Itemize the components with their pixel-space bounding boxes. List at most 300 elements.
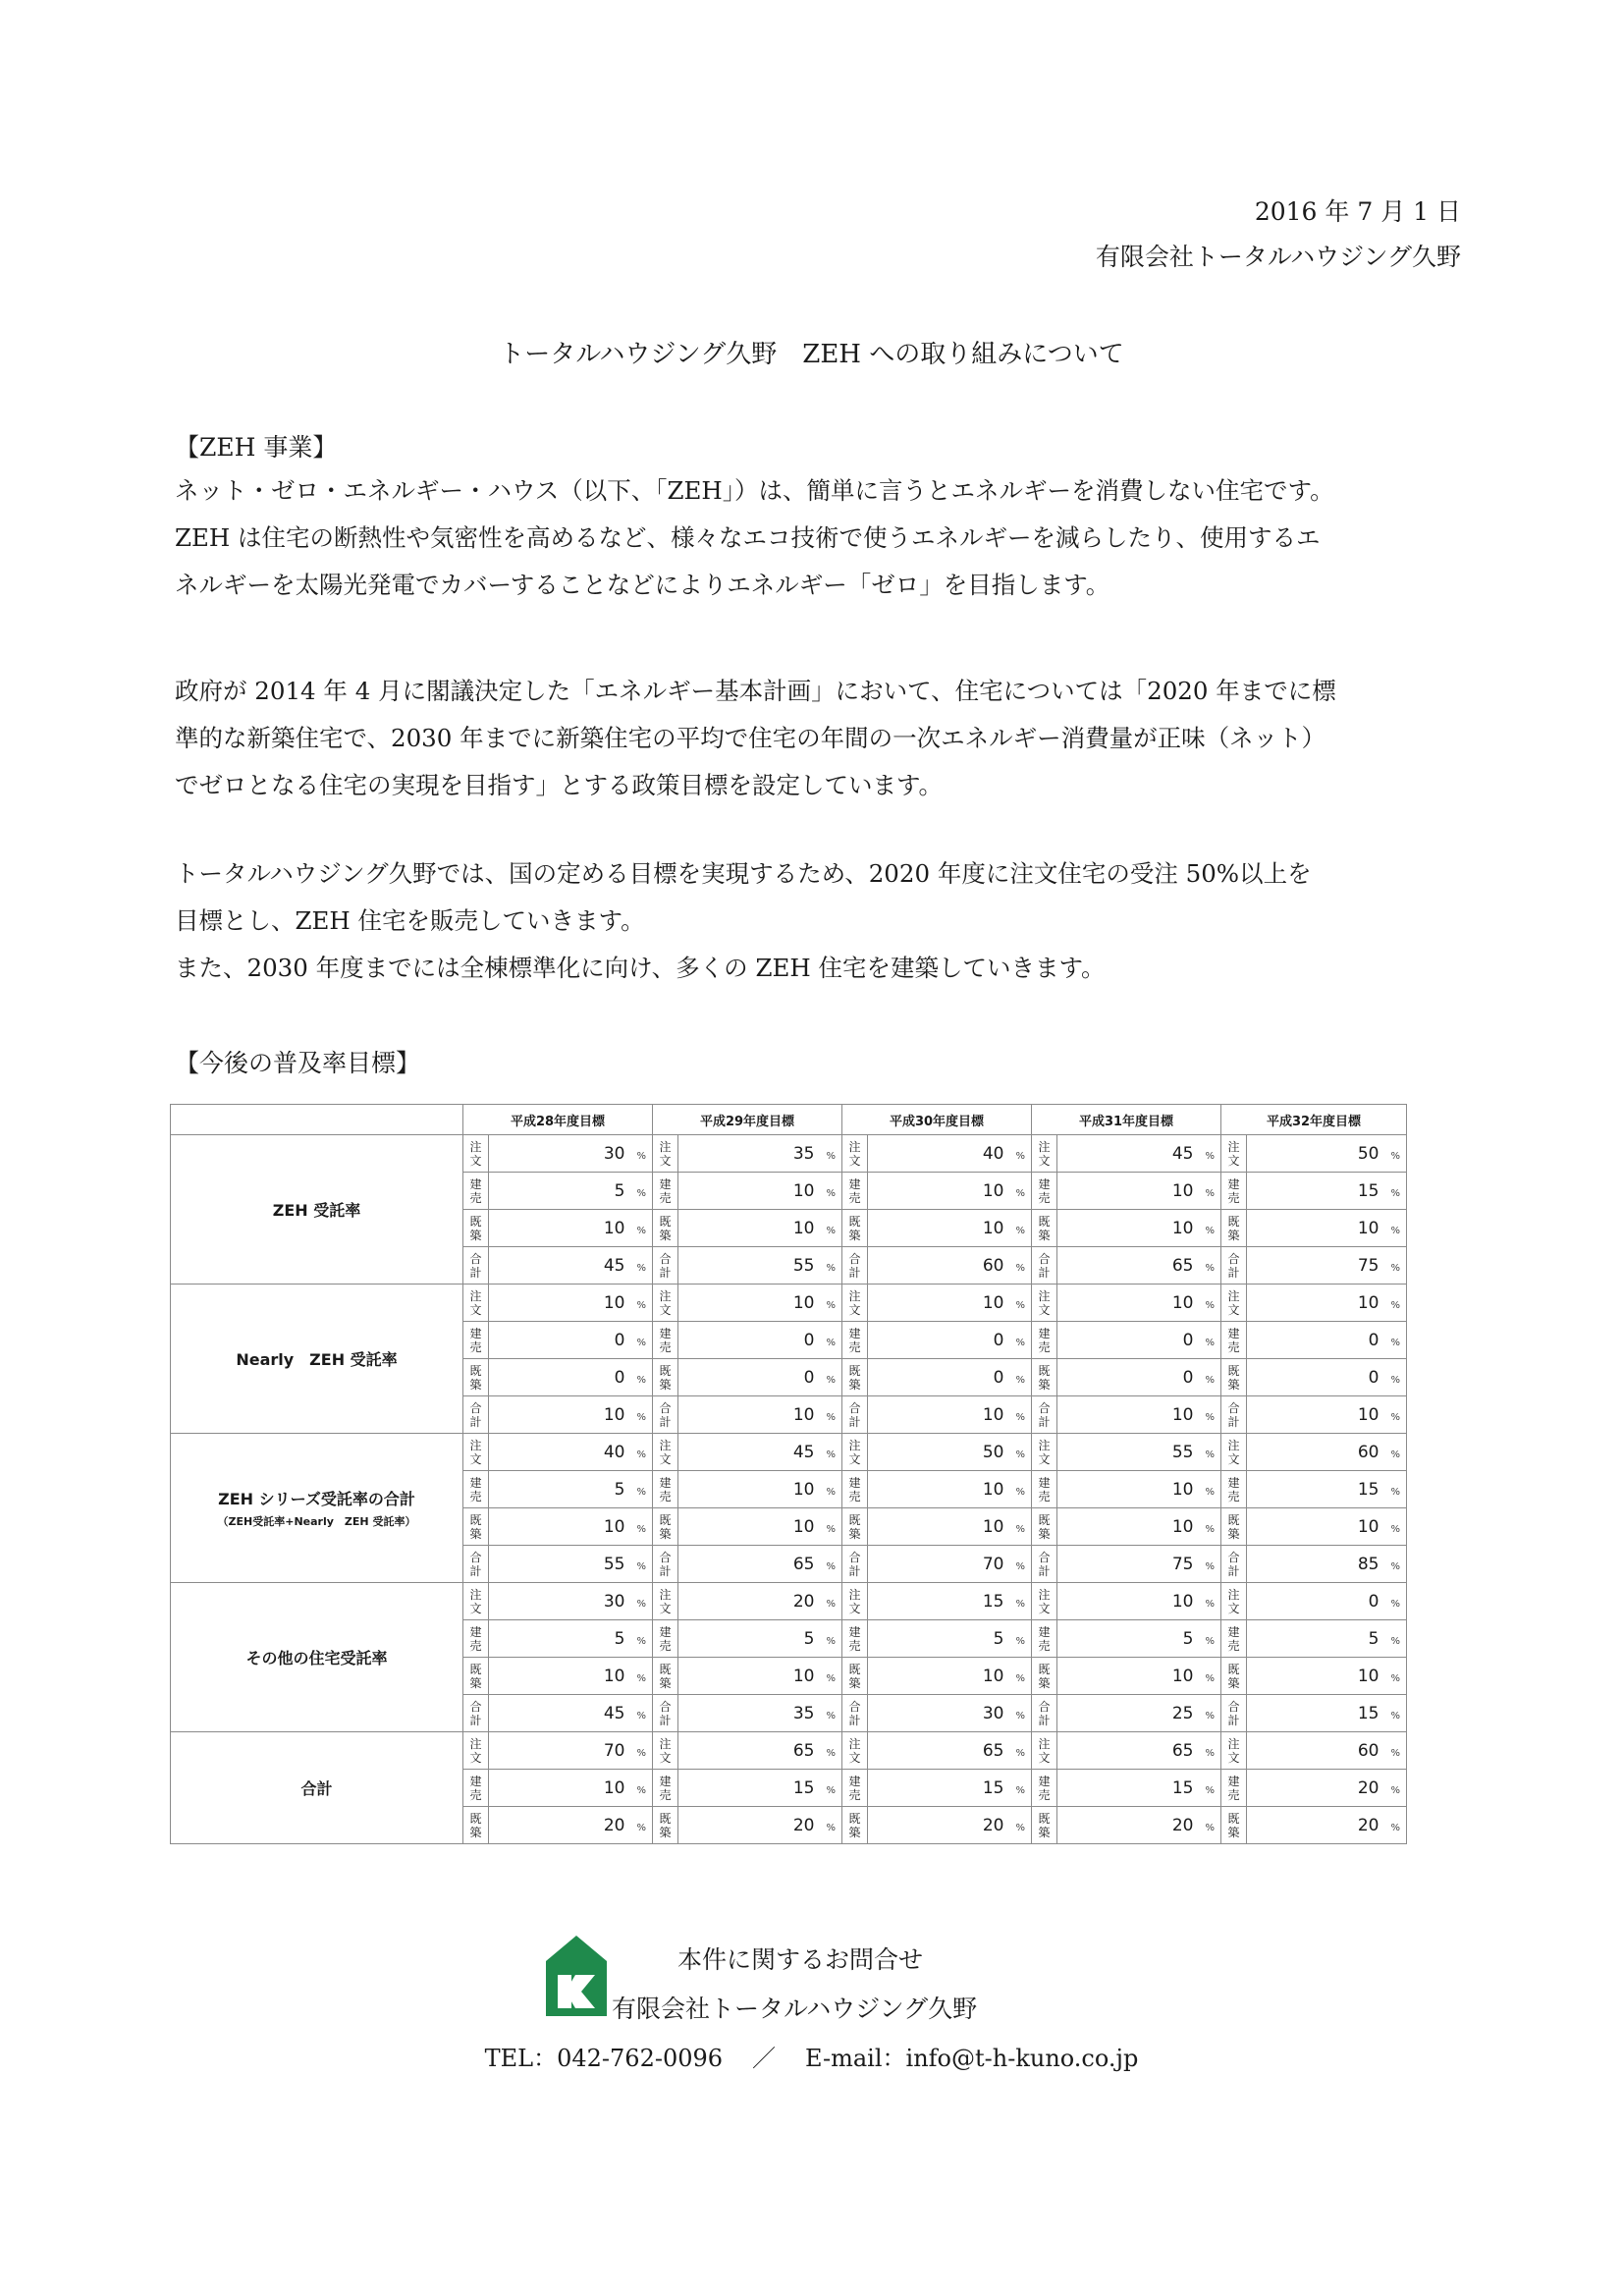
row-type-label <box>463 1508 489 1546</box>
table-row <box>171 1732 1407 1770</box>
percent-unit: % <box>1390 1411 1400 1423</box>
row-type-label <box>653 1546 678 1583</box>
government-policy-paragraph <box>175 668 1471 809</box>
row-type-char: 築 <box>469 1228 482 1242</box>
value-number: 20 <box>1357 1815 1380 1835</box>
row-type-char: 注 <box>848 1587 861 1602</box>
row-type-char: 築 <box>1227 1377 1240 1392</box>
row-type-char: 注 <box>1038 1139 1051 1154</box>
value-number: 55 <box>1171 1442 1194 1462</box>
percent-unit: % <box>1015 1187 1025 1199</box>
value-cell <box>868 1396 1032 1434</box>
row-type-label <box>842 1508 868 1546</box>
row-type-char: 建 <box>1038 1624 1051 1639</box>
row-type-char: 合 <box>848 1699 861 1714</box>
value-cell <box>868 1210 1032 1247</box>
row-type-label <box>842 1546 868 1583</box>
row-type-char: 建 <box>1038 1774 1051 1788</box>
row-type-char: 合 <box>848 1400 861 1415</box>
value-number: 5 <box>993 1628 1004 1649</box>
category-cell <box>171 1732 463 1844</box>
value-cell <box>678 1322 842 1359</box>
value-cell <box>1057 1620 1221 1658</box>
percent-unit: % <box>826 1337 836 1348</box>
value-cell <box>1057 1807 1221 1844</box>
row-type-char: 文 <box>1227 1750 1240 1765</box>
row-type-label <box>1221 1247 1247 1285</box>
row-type-char: 注 <box>659 1139 672 1154</box>
row-type-char: 文 <box>469 1302 482 1317</box>
value-number: 65 <box>982 1740 1004 1761</box>
row-type-label <box>653 1695 678 1732</box>
row-type-label <box>842 1210 868 1247</box>
row-type-char: 文 <box>469 1601 482 1615</box>
value-number: 15 <box>1357 1180 1380 1201</box>
row-type-char: 建 <box>848 1624 861 1639</box>
value-cell <box>1247 1732 1407 1770</box>
row-type-char: 既 <box>848 1363 861 1378</box>
value-number: 0 <box>614 1330 625 1350</box>
email-address[interactable]: info@t-h-kuno.co.jp <box>905 2045 1139 2072</box>
row-type-char: 文 <box>1227 1153 1240 1168</box>
row-type-char: 計 <box>469 1563 482 1578</box>
value-number: 20 <box>603 1815 625 1835</box>
row-type-label <box>1032 1247 1057 1285</box>
value-cell <box>868 1508 1032 1546</box>
value-cell <box>678 1173 842 1210</box>
row-type-char: 注 <box>659 1438 672 1452</box>
issuer-company: 有限会社トータルハウジング久野 <box>1095 243 1461 271</box>
value-number: 45 <box>792 1442 815 1462</box>
row-type-char: 築 <box>1227 1675 1240 1690</box>
row-type-char: 文 <box>848 1601 861 1615</box>
value-cell <box>868 1359 1032 1396</box>
row-type-char: 文 <box>659 1302 672 1317</box>
row-type-char: 築 <box>469 1675 482 1690</box>
row-type-char: 建 <box>1227 1475 1240 1490</box>
value-cell <box>489 1210 653 1247</box>
percent-unit: % <box>636 1635 646 1647</box>
row-type-char: 既 <box>469 1512 482 1527</box>
percent-unit: % <box>636 1710 646 1722</box>
row-type-char: 注 <box>659 1587 672 1602</box>
value-number: 35 <box>792 1143 815 1164</box>
value-number: 10 <box>603 1404 625 1425</box>
row-type-char: 建 <box>659 1475 672 1490</box>
paragraph-line: 政府が 2014 年 4 月に閣議決定した「エネルギー基本計画」において、住宅については「2020 年までに標 <box>175 677 1336 705</box>
percent-unit: % <box>1015 1225 1025 1236</box>
value-number: 10 <box>982 1666 1004 1686</box>
row-type-char: 売 <box>848 1190 861 1205</box>
row-type-char: 建 <box>659 1624 672 1639</box>
value-cell <box>678 1247 842 1285</box>
row-type-label <box>1221 1285 1247 1322</box>
row-type-char: 計 <box>659 1414 672 1429</box>
row-type-char: 売 <box>1227 1190 1240 1205</box>
value-number: 55 <box>603 1554 625 1574</box>
value-cell <box>489 1732 653 1770</box>
percent-unit: % <box>1205 1150 1215 1162</box>
row-type-label <box>842 1732 868 1770</box>
row-type-label <box>463 1583 489 1620</box>
percent-unit: % <box>1390 1225 1400 1236</box>
value-number: 35 <box>792 1703 815 1723</box>
value-number: 70 <box>982 1554 1004 1574</box>
value-number: 0 <box>1182 1367 1194 1388</box>
row-type-label <box>1032 1583 1057 1620</box>
row-type-char: 計 <box>1038 1563 1051 1578</box>
percent-unit: % <box>826 1262 836 1274</box>
row-type-char: 計 <box>848 1713 861 1727</box>
row-type-char: 合 <box>469 1251 482 1266</box>
row-type-char: 建 <box>848 1475 861 1490</box>
value-number: 5 <box>803 1628 815 1649</box>
percent-unit: % <box>826 1710 836 1722</box>
percent-unit: % <box>636 1523 646 1535</box>
percent-unit: % <box>1205 1411 1215 1423</box>
value-number: 0 <box>803 1330 815 1350</box>
row-type-label <box>463 1471 489 1508</box>
percent-unit: % <box>826 1187 836 1199</box>
year-header: 平成29年度目標 <box>653 1105 842 1135</box>
value-number: 40 <box>603 1442 625 1462</box>
row-type-char: 文 <box>848 1750 861 1765</box>
table-row <box>171 1135 1407 1173</box>
paragraph-line: ZEH は住宅の断熱性や気密性を高めるなど、様々なエコ技術で使うエネルギーを減らしたり、使用するエ <box>175 523 1321 552</box>
row-type-label <box>1032 1322 1057 1359</box>
value-cell <box>489 1135 653 1173</box>
row-type-label <box>463 1210 489 1247</box>
row-type-char: 合 <box>1227 1251 1240 1266</box>
percent-unit: % <box>826 1523 836 1535</box>
value-cell <box>868 1620 1032 1658</box>
row-type-label <box>1221 1770 1247 1807</box>
percent-unit: % <box>1390 1672 1400 1684</box>
contact-title: 本件に関するお問合せ <box>677 1945 924 1974</box>
percent-unit: % <box>1205 1337 1215 1348</box>
percent-unit: % <box>1015 1747 1025 1759</box>
row-type-label <box>653 1658 678 1695</box>
row-type-label <box>1032 1434 1057 1471</box>
value-number: 20 <box>1171 1815 1194 1835</box>
value-number: 10 <box>1171 1180 1194 1201</box>
value-cell <box>1247 1546 1407 1583</box>
percent-unit: % <box>636 1449 646 1460</box>
row-type-char: 建 <box>848 1774 861 1788</box>
value-cell <box>1247 1135 1407 1173</box>
row-type-char: 築 <box>659 1825 672 1839</box>
value-number: 60 <box>1357 1740 1380 1761</box>
paragraph-line: でゼロとなる住宅の実現を目指す」とする政策目標を設定しています。 <box>175 771 944 799</box>
row-type-char: 築 <box>469 1377 482 1392</box>
row-type-char: 計 <box>659 1713 672 1727</box>
percent-unit: % <box>1390 1486 1400 1498</box>
row-type-char: 計 <box>469 1414 482 1429</box>
category-subtitle: （ZEH受託率+Nearly ZEH 受託率） <box>217 1515 416 1528</box>
value-number: 30 <box>603 1591 625 1612</box>
value-cell <box>1247 1210 1407 1247</box>
row-type-label <box>842 1135 868 1173</box>
value-cell <box>868 1583 1032 1620</box>
value-cell <box>489 1434 653 1471</box>
percent-unit: % <box>636 1150 646 1162</box>
value-number: 75 <box>1357 1255 1380 1276</box>
value-number: 10 <box>1171 1479 1194 1500</box>
row-type-char: 売 <box>659 1638 672 1653</box>
value-cell <box>868 1173 1032 1210</box>
percent-unit: % <box>1390 1299 1400 1311</box>
value-number: 70 <box>603 1740 625 1761</box>
row-type-char: 合 <box>659 1251 672 1266</box>
table-header-row <box>171 1105 1407 1135</box>
value-number: 20 <box>792 1591 815 1612</box>
table-row <box>171 1434 1407 1471</box>
percent-unit: % <box>636 1262 646 1274</box>
value-cell <box>1247 1583 1407 1620</box>
value-cell <box>678 1396 842 1434</box>
value-cell <box>868 1546 1032 1583</box>
row-type-label <box>463 1173 489 1210</box>
percent-unit: % <box>1015 1598 1025 1610</box>
percent-unit: % <box>1205 1449 1215 1460</box>
percent-unit: % <box>1205 1822 1215 1833</box>
value-cell <box>1247 1173 1407 1210</box>
row-type-label <box>1032 1135 1057 1173</box>
value-number: 15 <box>1357 1703 1380 1723</box>
value-cell <box>868 1770 1032 1807</box>
row-type-char: 合 <box>659 1550 672 1564</box>
value-cell <box>1057 1322 1221 1359</box>
value-cell <box>1247 1807 1407 1844</box>
row-type-char: 計 <box>848 1414 861 1429</box>
value-number: 10 <box>1357 1516 1380 1537</box>
row-type-char: 既 <box>1038 1363 1051 1378</box>
value-cell <box>489 1583 653 1620</box>
row-type-char: 文 <box>1038 1750 1051 1765</box>
row-type-label <box>1032 1658 1057 1695</box>
row-type-char: 建 <box>469 1326 482 1340</box>
row-type-char: 計 <box>469 1265 482 1280</box>
row-type-char: 建 <box>659 1176 672 1191</box>
value-cell <box>489 1807 653 1844</box>
row-type-char: 注 <box>1038 1288 1051 1303</box>
row-type-label <box>1032 1285 1057 1322</box>
row-type-char: 売 <box>469 1638 482 1653</box>
percent-unit: % <box>1015 1262 1025 1274</box>
row-type-char: 既 <box>469 1214 482 1229</box>
category-name: Nearly ZEH 受託率 <box>236 1350 398 1369</box>
row-type-label <box>463 1546 489 1583</box>
percent-unit: % <box>1205 1560 1215 1572</box>
percent-unit: % <box>636 1822 646 1833</box>
percent-unit: % <box>1390 1337 1400 1348</box>
row-type-label <box>1221 1210 1247 1247</box>
value-number: 10 <box>1171 1516 1194 1537</box>
row-type-char: 建 <box>469 1475 482 1490</box>
row-type-char: 建 <box>1038 1176 1051 1191</box>
row-type-label <box>463 1396 489 1434</box>
row-type-label <box>1221 1658 1247 1695</box>
row-type-char: 築 <box>848 1526 861 1541</box>
value-number: 65 <box>1171 1255 1194 1276</box>
percent-unit: % <box>1015 1374 1025 1386</box>
value-cell <box>1057 1247 1221 1285</box>
contact-separator: ／ <box>752 2045 777 2072</box>
row-type-label <box>842 1322 868 1359</box>
percent-unit: % <box>1205 1187 1215 1199</box>
value-number: 10 <box>603 1218 625 1238</box>
percent-unit: % <box>826 1784 836 1796</box>
value-number: 5 <box>1368 1628 1380 1649</box>
row-type-char: 計 <box>1038 1265 1051 1280</box>
row-type-label <box>463 1247 489 1285</box>
row-type-char: 築 <box>469 1825 482 1839</box>
percent-unit: % <box>1205 1374 1215 1386</box>
value-cell <box>1247 1322 1407 1359</box>
value-number: 10 <box>982 1292 1004 1313</box>
row-type-label <box>653 1434 678 1471</box>
value-number: 10 <box>1171 1404 1194 1425</box>
value-cell <box>678 1546 842 1583</box>
value-number: 10 <box>1357 1292 1380 1313</box>
value-cell <box>868 1135 1032 1173</box>
value-number: 10 <box>982 1516 1004 1537</box>
row-type-char: 注 <box>1227 1139 1240 1154</box>
value-cell <box>868 1471 1032 1508</box>
value-cell <box>1247 1247 1407 1285</box>
row-type-char: 既 <box>1227 1811 1240 1826</box>
percent-unit: % <box>636 1486 646 1498</box>
value-number: 10 <box>603 1292 625 1313</box>
percent-unit: % <box>826 1672 836 1684</box>
value-number: 15 <box>1357 1479 1380 1500</box>
value-cell <box>678 1135 842 1173</box>
value-cell <box>1057 1359 1221 1396</box>
percent-unit: % <box>1015 1672 1025 1684</box>
value-number: 0 <box>1368 1330 1380 1350</box>
percent-unit: % <box>636 1411 646 1423</box>
row-type-char: 築 <box>1227 1526 1240 1541</box>
percent-unit: % <box>1015 1635 1025 1647</box>
row-type-char: 建 <box>659 1774 672 1788</box>
row-type-char: 築 <box>848 1228 861 1242</box>
row-type-label <box>463 1434 489 1471</box>
row-type-char: 文 <box>848 1302 861 1317</box>
row-type-char: 注 <box>469 1438 482 1452</box>
row-type-char: 売 <box>659 1339 672 1354</box>
row-type-label <box>842 1583 868 1620</box>
value-number: 10 <box>982 1180 1004 1201</box>
percent-unit: % <box>636 1337 646 1348</box>
percent-unit: % <box>1015 1150 1025 1162</box>
row-type-char: 注 <box>848 1438 861 1452</box>
row-type-char: 既 <box>659 1363 672 1378</box>
row-type-char: 計 <box>848 1563 861 1578</box>
row-type-char: 注 <box>1227 1587 1240 1602</box>
value-number: 5 <box>614 1479 625 1500</box>
tel-number[interactable]: 042-762-0096 <box>557 2045 724 2072</box>
row-type-label <box>653 1135 678 1173</box>
row-type-label <box>842 1396 868 1434</box>
row-type-char: 既 <box>659 1214 672 1229</box>
row-type-char: 文 <box>469 1750 482 1765</box>
row-type-label <box>1032 1695 1057 1732</box>
value-number: 10 <box>792 1180 815 1201</box>
row-type-char: 築 <box>659 1377 672 1392</box>
value-cell <box>1247 1471 1407 1508</box>
row-type-label <box>842 1695 868 1732</box>
value-cell <box>1247 1620 1407 1658</box>
value-cell <box>678 1210 842 1247</box>
row-type-char: 売 <box>848 1638 861 1653</box>
row-type-label <box>842 1658 868 1695</box>
row-type-char: 建 <box>469 1176 482 1191</box>
category-cell <box>171 1583 463 1732</box>
row-type-char: 建 <box>469 1774 482 1788</box>
value-number: 60 <box>982 1255 1004 1276</box>
row-type-char: 売 <box>469 1489 482 1503</box>
value-number: 5 <box>614 1180 625 1201</box>
row-type-char: 既 <box>659 1811 672 1826</box>
percent-unit: % <box>1205 1262 1215 1274</box>
percent-unit: % <box>1205 1635 1215 1647</box>
value-cell <box>1247 1695 1407 1732</box>
row-type-char: 既 <box>1038 1214 1051 1229</box>
value-cell <box>678 1583 842 1620</box>
value-number: 5 <box>614 1628 625 1649</box>
row-type-label <box>1032 1620 1057 1658</box>
row-type-label <box>1032 1396 1057 1434</box>
row-type-char: 計 <box>1038 1713 1051 1727</box>
value-cell <box>489 1322 653 1359</box>
value-number: 10 <box>792 1218 815 1238</box>
row-type-char: 合 <box>659 1400 672 1415</box>
row-type-label <box>1221 1359 1247 1396</box>
row-type-char: 計 <box>1227 1414 1240 1429</box>
value-cell <box>1057 1732 1221 1770</box>
value-number: 10 <box>1357 1404 1380 1425</box>
row-type-char: 注 <box>1038 1587 1051 1602</box>
row-type-char: 築 <box>1038 1526 1051 1541</box>
value-cell <box>1247 1770 1407 1807</box>
row-type-label <box>842 1247 868 1285</box>
row-type-label <box>842 1471 868 1508</box>
row-type-char: 築 <box>659 1228 672 1242</box>
value-cell <box>489 1471 653 1508</box>
year-header: 平成30年度目標 <box>842 1105 1032 1135</box>
value-number: 40 <box>982 1143 1004 1164</box>
row-type-char: 売 <box>1038 1787 1051 1802</box>
percent-unit: % <box>826 1225 836 1236</box>
row-type-char: 注 <box>659 1736 672 1751</box>
row-type-char: 文 <box>659 1601 672 1615</box>
percent-unit: % <box>636 1672 646 1684</box>
percent-unit: % <box>826 1374 836 1386</box>
row-type-char: 文 <box>469 1153 482 1168</box>
value-number: 10 <box>1171 1218 1194 1238</box>
row-type-char: 既 <box>1038 1512 1051 1527</box>
percent-unit: % <box>636 1560 646 1572</box>
value-cell <box>489 1396 653 1434</box>
row-type-char: 計 <box>1038 1414 1051 1429</box>
value-number: 10 <box>792 1516 815 1537</box>
row-type-char: 文 <box>1038 1451 1051 1466</box>
value-cell <box>1247 1396 1407 1434</box>
row-type-char: 文 <box>1227 1601 1240 1615</box>
value-number: 10 <box>603 1666 625 1686</box>
row-type-char: 既 <box>659 1662 672 1676</box>
row-type-char: 注 <box>1227 1438 1240 1452</box>
